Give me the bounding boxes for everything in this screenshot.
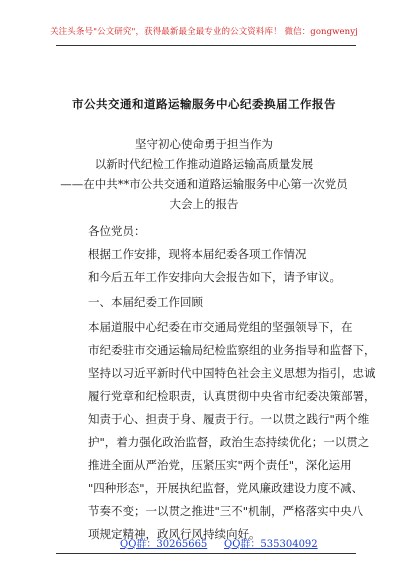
document-title: 市公共交通和道路运输服务中心纪委换届工作报告 <box>72 97 336 111</box>
subtitle-line-2: 以新时代纪检工作推动道路运输高质量发展 <box>94 157 314 171</box>
salutation: 各位党员： <box>88 224 146 238</box>
body-line-3: 坚持以习近平新时代中国特色社会主义思想为指引，忠诚 <box>88 366 376 380</box>
body-line-5: 知责于心、担责于身、履责于行。一以贯之践行"两个维 <box>88 412 370 426</box>
section-heading: 一、本届纪委工作回顾 <box>88 295 203 309</box>
body-line-6: 护"，着力强化政治监督，政治生态持续优化；一以贯之 <box>88 435 370 449</box>
body-line-10: 项规定精神，政风行风持续向好。 <box>88 527 261 541</box>
body-line-7: 推进全面从严治党，压紧压实"两个责任"，深化运用 <box>88 458 352 472</box>
body-line-4: 履行党章和纪检职责，认真贯彻中央省市纪委决策部署， <box>88 389 376 403</box>
subtitle-line-4: 大会上的报告 <box>169 197 239 211</box>
intro-line-1: 根据工作安排，现将本届纪委各项工作情况 <box>88 247 307 261</box>
body-line-8: "四种形态"，开展执纪监督，党风廉政建设力度不减、 <box>88 481 364 495</box>
body-line-1: 本届道服中心纪委在市交通局党组的坚强领导下，在 <box>88 320 353 334</box>
subtitle-line-1: 坚守初心使命勇于担当作为 <box>135 137 273 151</box>
footer-divider <box>56 553 356 554</box>
body-line-9: 节奏不变；一以贯之推进"三不"机制，严格落实中央八 <box>88 504 364 518</box>
qq-group-link-1[interactable]: QQ群：30265665 <box>120 539 208 550</box>
header-note: 关注头条号"公文研究"，获得最新最全最专业的公文资料库！ 微信：gongwenyj <box>50 27 358 37</box>
subtitle-line-3: ——在中共**市公共交通和道路运输服务中心第一次党员 <box>60 177 348 191</box>
body-line-2: 市纪委驻市交通运输局纪检监察组的业务指导和监督下， <box>88 343 376 357</box>
qq-group-link-2[interactable]: QQ群：535304092 <box>224 539 318 550</box>
intro-line-2: 和今后五年工作安排向大会报告如下，请予审议。 <box>88 270 341 284</box>
header-divider <box>56 45 356 46</box>
